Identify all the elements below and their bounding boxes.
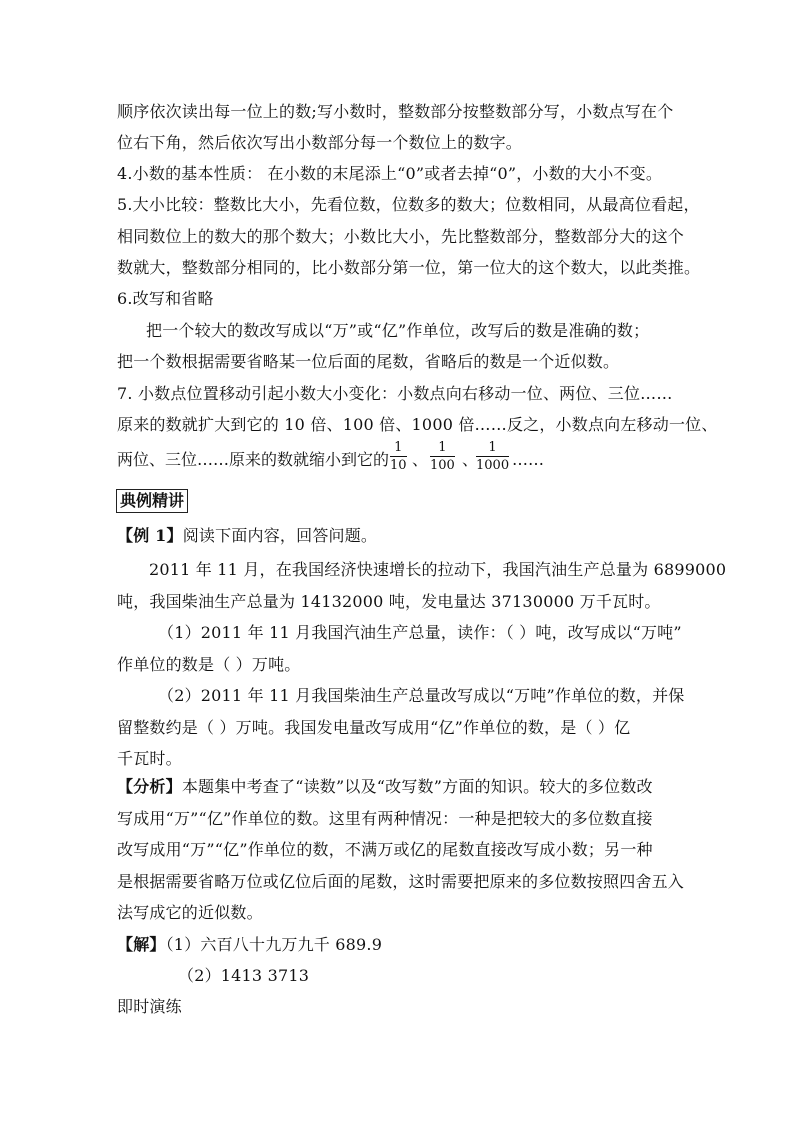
- solution-answer-2: （2）1413 3713: [178, 966, 310, 985]
- text-line: 数就大，整数部分相同的，比小数部分第一位，第一位大的这个数大，以此类推。: [117, 258, 701, 277]
- analysis-text: 改写成用“万”“亿”作单位的数，不满万或亿的尾数直接改写成小数；另一种: [117, 840, 653, 859]
- solution-line: [117, 935, 382, 955]
- question-2: （2）2011 年 11 月我国柴油生产总量改写成以“万吨”作单位的数，并保: [158, 686, 685, 705]
- analysis-text: 写成用“万”“亿”作单位的数。这里有两种情况：一种是把较大的多位数直接: [117, 809, 653, 828]
- text-line: 把一个数根据需要省略某一位后面的尾数，省略后的数是一个近似数。: [117, 352, 620, 371]
- question-1: （1）2011 年 11 月我国汽油生产总量，读作：（ ）吨，改写成以“万吨”: [158, 623, 682, 642]
- text-line: 把一个较大的数改写成以“万”或“亿”作单位，改写后的数是准确的数；: [146, 321, 650, 340]
- solution-label: 【解】: [117, 935, 166, 954]
- text-line: 5.大小比较：整数比大小，先看位数，位数多的数大；位数相同，从最高位看起，: [117, 195, 700, 214]
- analysis-line: 【分析】本题集中考查了“读数”以及“改写数”方面的知识。较大的多位数改: [117, 777, 653, 796]
- ellipsis: ……: [512, 450, 544, 469]
- analysis-text: 法写成它的近似数。: [117, 903, 263, 922]
- question-2-cont: 千瓦时。: [117, 749, 182, 768]
- text-line: 两位、三位……原来的数就缩小到它的: [117, 450, 390, 469]
- fraction-one-tenth: $\frac{1}{10}$: [390, 440, 407, 473]
- question-2-cont: 留整数约是（ ）万吨。我国发电量改写成用“亿”作单位的数，是（ ）亿: [117, 718, 631, 737]
- example-label: 【例 1】: [117, 526, 183, 545]
- text-line: 顺序依次读出每一位上的数;写小数时，整数部分按整数部分写，小数点写在个: [117, 102, 674, 121]
- text-line: 位右下角，然后依次写出小数部分每一个数位上的数字。: [117, 133, 523, 152]
- separator: 、: [462, 450, 479, 469]
- separator: 、: [412, 450, 429, 469]
- question-1-cont: 作单位的数是（ ）万吨。: [117, 655, 301, 674]
- solution-answer-1: （1）六百八十九万九千 689.9: [165, 935, 383, 954]
- example-prompt: 阅读下面内容，回答问题。: [182, 526, 378, 545]
- example-paragraph: 吨，我国柴油生产总量为 14132000 吨，发电量达 37130000 万千瓦时。: [117, 592, 661, 611]
- text-line: 4.小数的基本性质： 在小数的末尾添上“0”或者去掉“0”，小数的大小不变。: [117, 164, 663, 183]
- text-line: 相同数位上的数大的那个数大；小数比大小，先比整数部分，整数部分大的这个: [117, 227, 685, 246]
- example-paragraph: 2011 年 11 月，在我国经济快速增长的拉动下，我国汽油生产总量为 6899000: [149, 560, 727, 579]
- section-heading: 6.改写和省略: [117, 289, 214, 308]
- fraction-one-thousandth: $\frac{1}{1000}$: [476, 440, 510, 473]
- text-line: 原来的数就扩大到它的 10 倍、100 倍、1000 倍……反之，小数点向左移动一位、: [117, 415, 718, 434]
- text-line: 7. 小数点位置移动引起小数大小变化：小数点向右移动一位、两位、三位……: [117, 384, 673, 403]
- practice-heading: 即时演练: [117, 997, 182, 1016]
- example-line: [117, 526, 377, 546]
- fraction-one-hundredth: $\frac{1}{100}$: [430, 440, 455, 473]
- analysis-text: 是根据需要省略万位或亿位后面的尾数，这时需要把原来的多位数按照四舍五入: [117, 872, 685, 891]
- section-title-box: 典例精讲: [116, 489, 188, 513]
- analysis-label: 【分析】: [117, 777, 182, 796]
